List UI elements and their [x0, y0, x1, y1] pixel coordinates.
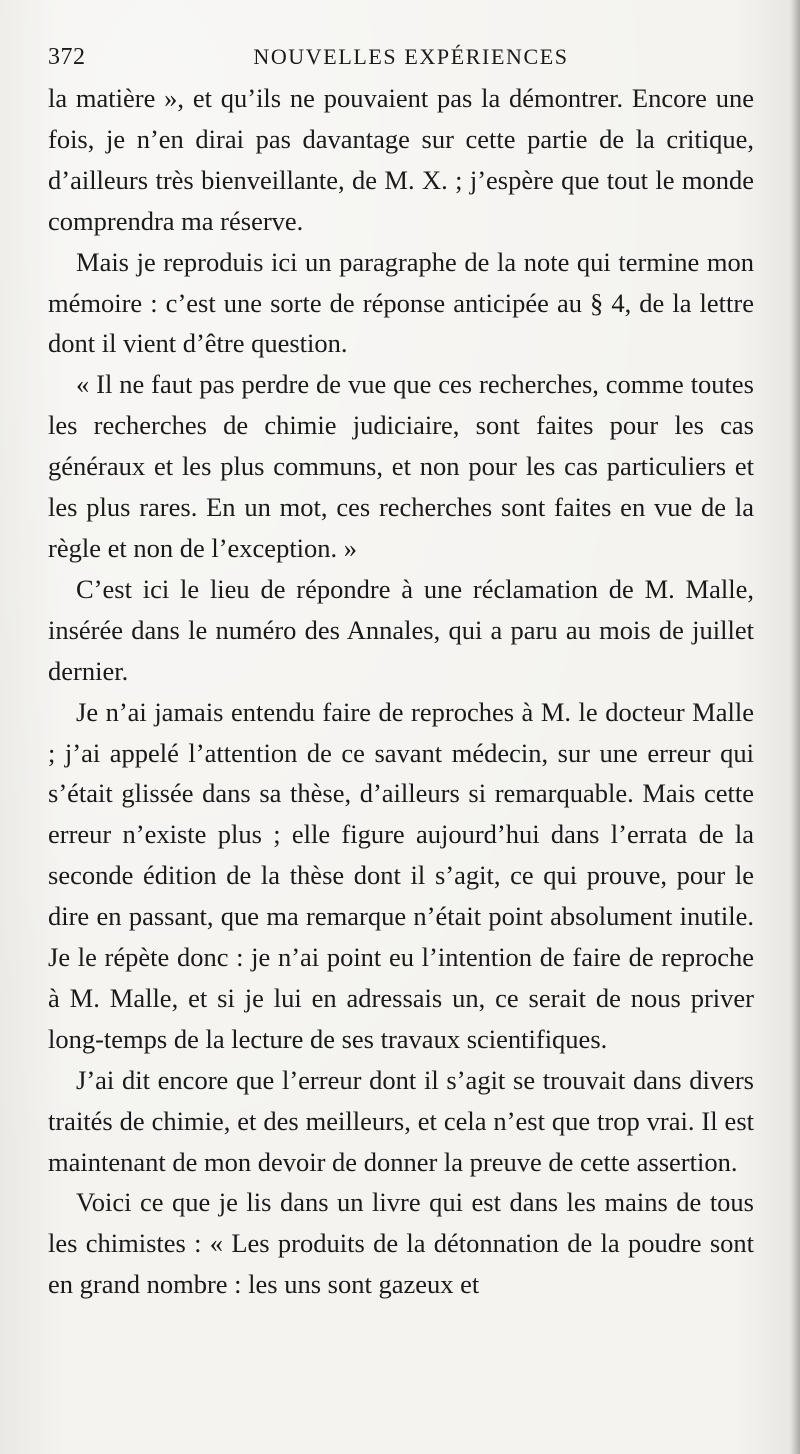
paragraph-3-quote: « Il ne faut pas perdre de vue que ces recherches, comme toutes les recherches de chimie judiciaire, sont faites pour les cas généraux et les plus communs, et non pour les cas particuliers et les plus rares. En un mot, ces recherches sont faites en vue de la règle et non de l’exception. »	[48, 369, 754, 563]
page-header	[48, 38, 754, 78]
paragraph-4: C’est ici le lieu de répondre à une réclamation de M. Malle, insérée dans le numéro des Annales, qui a paru au mois de juillet dernier.	[48, 573, 754, 686]
paragraph-6: J’ai dit encore que l’erreur dont il s’agit se trouvait dans divers traités de chimie, et des meilleurs, et cela n’est que trop vrai. Il est maintenant de mon devoir de donner la preuve de cette assertion.	[48, 1064, 754, 1177]
paragraph-5: Je n’ai jamais entendu faire de reproches à M. le docteur Malle ; j’ai appelé l’attention de ce savant médecin, sur une erreur qui s’était glissée dans sa thèse, d’ailleurs si remarquable. Mais cette erreur n’existe plus ; elle figure aujourd’hui dans l’errata de la seconde édition de la thèse dont il s’agit, ce qui prouve, pour le dire en passant, que ma remarque n’était point absolument inutile. Je le répète donc : je n’ai point eu l’intention de faire de reproche à M. Malle, et si je lui en adressais un, ce serait de nous priver long-temps de la lecture de ses travaux scientifiques.	[48, 696, 754, 1054]
paragraph-2: Mais je reproduis ici un paragraphe de la note qui termine mon mémoire : c’est une sorte de réponse anticipée au § 4, de la lettre dont il vient d’être question.	[48, 246, 754, 359]
paragraph-7: Voici ce que je lis dans un livre qui est dans les mains de tous les chimistes : « Les produits de la détonnation de la poudre sont en grand nombre : les uns sont gazeux et	[48, 1187, 754, 1300]
page-edge-shadow	[790, 0, 800, 1454]
running-head: NOUVELLES EXPÉRIENCES	[253, 44, 569, 69]
paragraph-1: la matière », et qu’ils ne pouvaient pas la démontrer. Encore une fois, je n’en dirai pas davantage sur cette partie de la critique, d’ailleurs très bienveillante, de M. X. ; j’espère que tout le monde comprendra ma réserve.	[48, 83, 754, 236]
page-number: 372	[48, 44, 86, 70]
body-text	[48, 78, 754, 1305]
